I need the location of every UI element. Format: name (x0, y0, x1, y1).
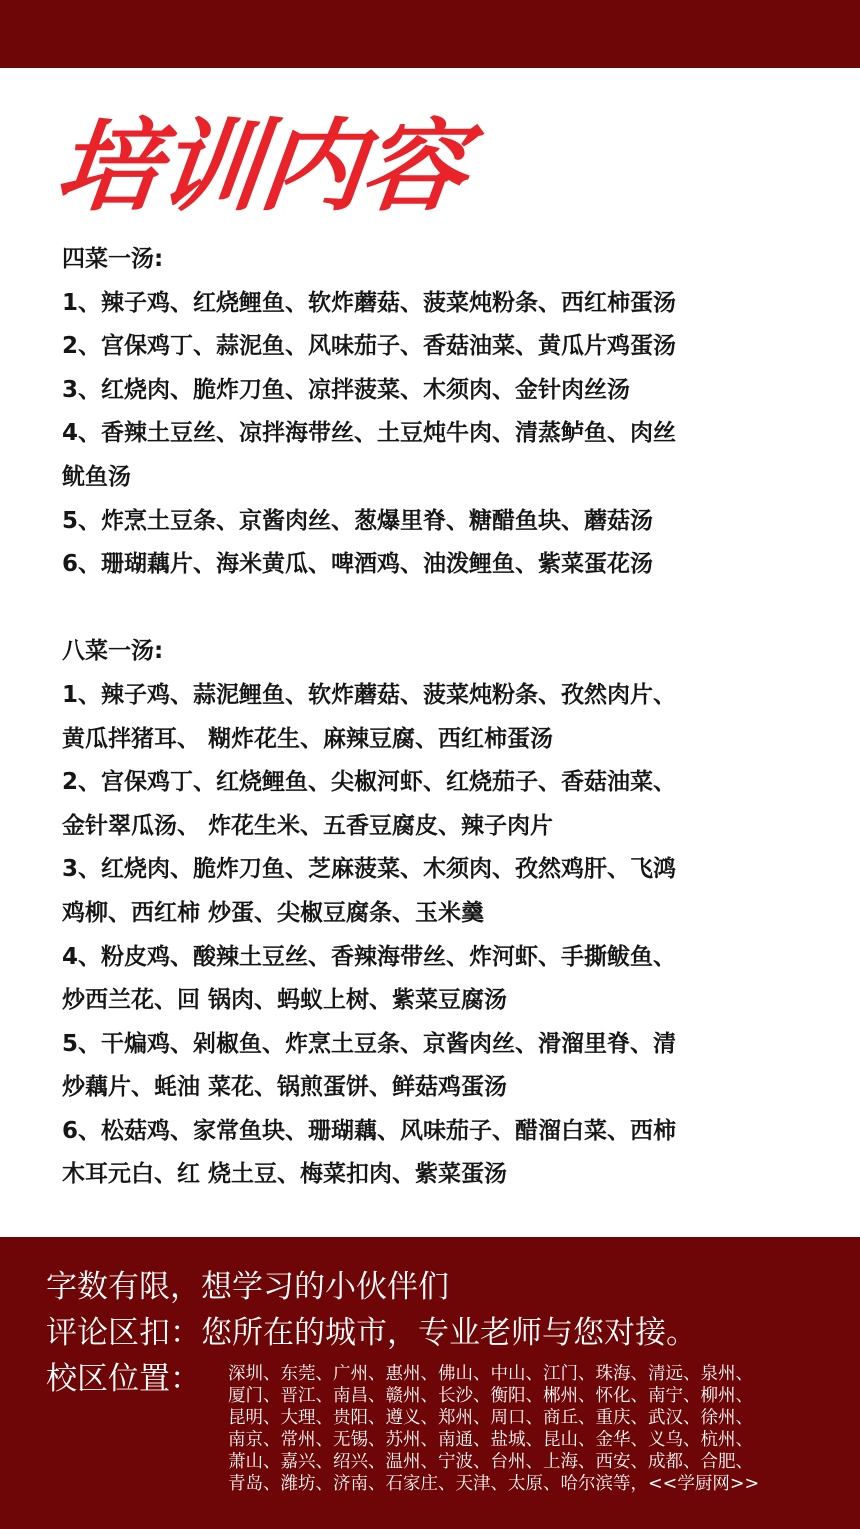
four-dishes-line: 5、炸烹土豆条、京酱肉丝、葱爆里脊、糖醋鱼块、蘑菇汤 (62, 507, 654, 534)
four-dishes-line: 6、珊瑚藕片、海米黄瓜、啤酒鸡、油泼鲤鱼、紫菜蛋花汤 (62, 551, 654, 578)
four-dishes-heading: 四菜一汤: (62, 246, 164, 272)
eight-dishes-line: 6、松菇鸡、家常鱼块、珊瑚藕、风味茄子、醋溜白菜、西柿 (62, 1117, 677, 1144)
campus-label: 校区位置： (46, 1361, 201, 1397)
eight-dishes-line: 炒西兰花、回 锅肉、蚂蚁上树、紫菜豆腐汤 (62, 987, 508, 1014)
city-line: 深圳、东莞、广州、惠州、佛山、中山、江门、珠海、清远、泉州、 (228, 1364, 753, 1384)
eight-dishes-line: 2、宫保鸡丁、红烧鲤鱼、尖椒河虾、红烧茄子、香菇油菜、 (62, 769, 677, 796)
eight-dishes-line: 木耳元白、红 烧土豆、梅菜扣肉、紫菜蛋汤 (62, 1161, 508, 1188)
page-title: 培训内容 (50, 108, 471, 225)
eight-dishes-line: 炒藕片、蚝油 菜花、锅煎蛋饼、鲜菇鸡蛋汤 (62, 1074, 508, 1101)
eight-dishes-heading: 八菜一汤: (62, 638, 164, 665)
city-line: 青岛、潍坊、济南、石家庄、天津、太原、哈尔滨等，<<学厨网>> (228, 1474, 760, 1494)
top-banner (0, 0, 860, 68)
city-line: 南京、常州、无锡、苏州、南通、盐城、昆山、金华、义乌、杭州、 (228, 1430, 753, 1450)
four-dishes-line: 2、宫保鸡丁、蒜泥鱼、风味茄子、香菇油菜、黄瓜片鸡蛋汤 (62, 333, 677, 360)
eight-dishes-line: 5、干煸鸡、剁椒鱼、炸烹土豆条、京酱肉丝、滑溜里脊、清 (62, 1030, 677, 1057)
eight-dishes-line: 3、红烧肉、脆炸刀鱼、芝麻菠菜、木须肉、孜然鸡肝、飞鸿 (62, 856, 677, 883)
section-spacer (62, 587, 822, 631)
city-line: 萧山、嘉兴、绍兴、温州、宁波、台州、上海、西安、成都、合肥、 (228, 1452, 753, 1472)
footer-slogan-2: 评论区扣：您所在的城市，专业老师与您对接。 (46, 1315, 697, 1351)
four-dishes-line: 4、香辣土豆丝、凉拌海带丝、土豆炖牛肉、清蒸鲈鱼、肉丝 (62, 420, 677, 447)
eight-dishes-line: 金针翠瓜汤、 炸花生米、五香豆腐皮、辣子肉片 (62, 812, 554, 839)
eight-dishes-line: 鸡柳、西红柿 炒蛋、尖椒豆腐条、玉米羹 (62, 899, 485, 926)
footer-slogan-1: 字数有限，想学习的小伙伴们 (46, 1269, 449, 1305)
eight-dishes-line: 黄瓜拌猪耳、 糊炸花生、麻辣豆腐、西红柿蛋汤 (62, 725, 554, 752)
eight-dishes-line: 4、粉皮鸡、酸辣土豆丝、香辣海带丝、炸河虾、手撕鲅鱼、 (62, 943, 677, 970)
eight-dishes-line: 1、辣子鸡、蒜泥鲤鱼、软炸蘑菇、菠菜炖粉条、孜然肉片、 (62, 681, 677, 708)
four-dishes-line: 1、辣子鸡、红烧鲤鱼、软炸蘑菇、菠菜炖粉条、西红柿蛋汤 (62, 289, 677, 316)
four-dishes-line: 3、红烧肉、脆炸刀鱼、凉拌菠菜、木须肉、金针肉丝汤 (62, 376, 631, 403)
city-line: 昆明、大理、贵阳、遵义、郑州、周口、商丘、重庆、武汉、徐州、 (228, 1408, 753, 1428)
four-dishes-line: 鱿鱼汤 (62, 463, 131, 490)
footer-banner (0, 1237, 860, 1529)
menu-content (62, 238, 822, 1197)
campus-city-list (228, 1363, 828, 1495)
city-line: 厦门、晋江、南昌、赣州、长沙、衡阳、郴州、怀化、南宁、柳州、 (228, 1386, 753, 1406)
